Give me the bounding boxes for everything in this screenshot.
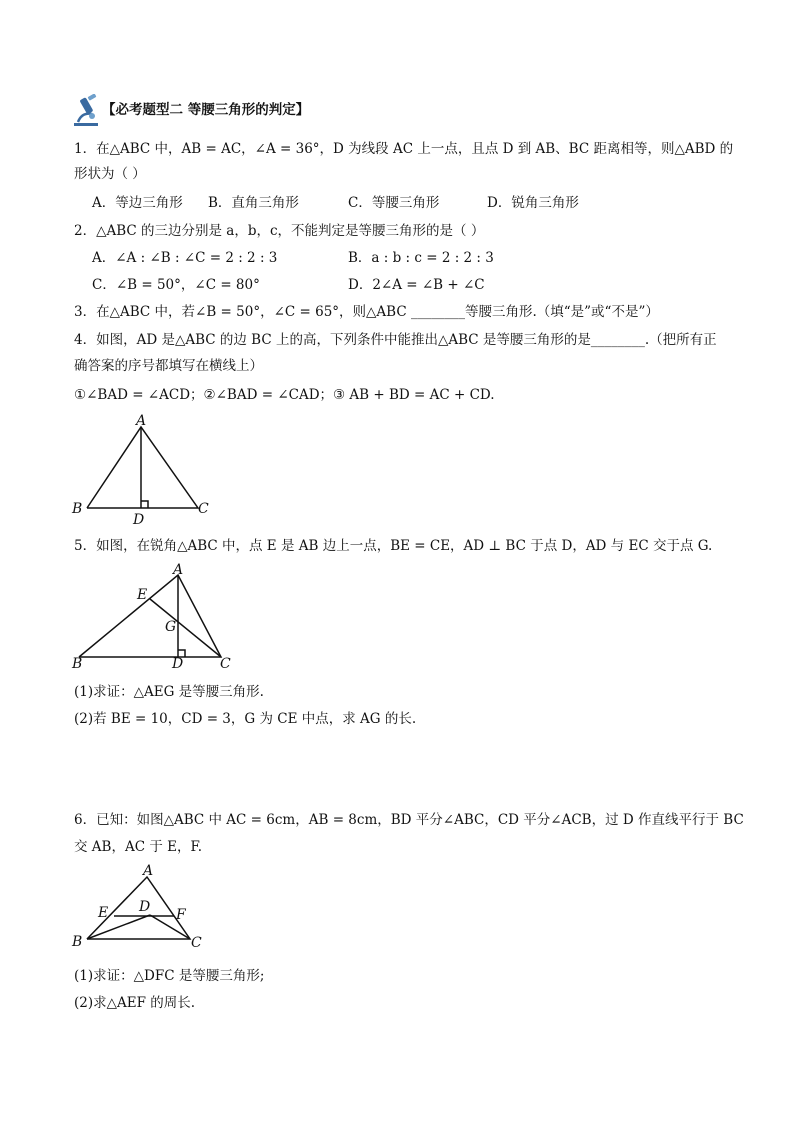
q1-stem-line1: 1．在△ABC 中，AB = AC，∠A = 36°，D 为线段 AC 上一点，且点 D 到 AB、BC 距离相等，则△ABD 的 xyxy=(74,141,734,157)
q6-label-d: D xyxy=(139,899,151,915)
q4-right-angle-mark xyxy=(141,501,148,508)
q6-label-b: B xyxy=(72,934,83,950)
q4-label-d: D xyxy=(133,512,145,528)
q4-stem-line1: 4．如图，AD 是△ABC 的边 BC 上的高，下列条件中能推出△ABC 是等腰三角形的是________.（把所有正 xyxy=(74,332,717,348)
q1-option-b: B．直角三角形 xyxy=(208,195,299,211)
q2-option-a: A．∠A : ∠B : ∠C = 2 : 2 : 3 xyxy=(92,250,278,266)
q6-bisector-bd xyxy=(87,915,150,939)
microscope-icon xyxy=(72,94,102,128)
q5-label-c: C xyxy=(220,656,231,672)
q6-label-f: F xyxy=(176,907,186,923)
q5-segment-ec xyxy=(150,599,221,657)
q4-label-c: C xyxy=(198,501,209,517)
q2-option-d: D．2∠A = ∠B + ∠C xyxy=(348,277,485,293)
q4-label-a: A xyxy=(136,413,147,429)
q5-stem: 5．如图，在锐角△ABC 中，点 E 是 AB 边上一点，BE = CE，AD ⊥ BC 于点 D，AD 与 EC 交于点 G. xyxy=(74,538,713,554)
q5-label-g: G xyxy=(165,619,177,635)
q5-label-d: D xyxy=(172,656,184,672)
q5-label-e: E xyxy=(137,587,148,603)
q5-part1: (1)求证：△AEG 是等腰三角形. xyxy=(74,684,264,700)
q4-triangle-outline xyxy=(87,427,198,508)
q1-option-a: A．等边三角形 xyxy=(92,195,183,211)
q6-triangle-figure xyxy=(70,862,220,957)
q6-part2: (2)求△AEF 的周长. xyxy=(74,995,196,1011)
q2-option-b: B．a : b : c = 2 : 2 : 3 xyxy=(348,250,494,266)
q4-stem-line2: 确答案的序号都填写在横线上） xyxy=(74,358,263,374)
q1-option-c: C．等腰三角形 xyxy=(348,195,440,211)
q6-label-e: E xyxy=(98,905,109,921)
q6-label-a: A xyxy=(143,863,154,879)
q6-stem-line2: 交 AB，AC 于 E，F. xyxy=(74,839,203,855)
q2-stem: 2．△ABC 的三边分别是 a，b，c，不能判定是等腰三角形的是（ ） xyxy=(74,223,485,239)
q4-label-b: B xyxy=(72,501,83,517)
q1-option-d: D．锐角三角形 xyxy=(487,195,579,211)
q5-triangle-figure xyxy=(70,560,240,675)
q6-part1: (1)求证：△DFC 是等腰三角形; xyxy=(74,968,265,984)
q6-label-c: C xyxy=(191,935,202,951)
q2-option-c: C．∠B = 50°，∠C = 80° xyxy=(92,277,260,293)
q5-label-a: A xyxy=(173,562,184,578)
q4-triangle-figure xyxy=(70,412,220,527)
q6-stem-line1: 6．已知：如图△ABC 中 AC = 6cm，AB = 8cm，BD 平分∠ABC，CD 平分∠ACB，过 D 作直线平行于 BC xyxy=(74,812,744,828)
q5-label-b: B xyxy=(72,656,83,672)
q1-stem-line2: 形状为（ ） xyxy=(74,166,146,182)
q5-part2: (2)若 BE = 10，CD = 3，G 为 CE 中点，求 AG 的长. xyxy=(74,711,417,727)
q3-stem: 3．在△ABC 中，若∠B = 50°，∠C = 65°，则△ABC ________等腰三角形.（填“是”或“不是”） xyxy=(74,304,659,320)
q5-triangle-outline xyxy=(79,575,221,657)
q4-conditions: ①∠BAD = ∠ACD；②∠BAD = ∠CAD；③ AB + BD = AC + CD. xyxy=(74,387,495,403)
section-title: 【必考题型二 等腰三角形的判定】 xyxy=(102,102,310,118)
